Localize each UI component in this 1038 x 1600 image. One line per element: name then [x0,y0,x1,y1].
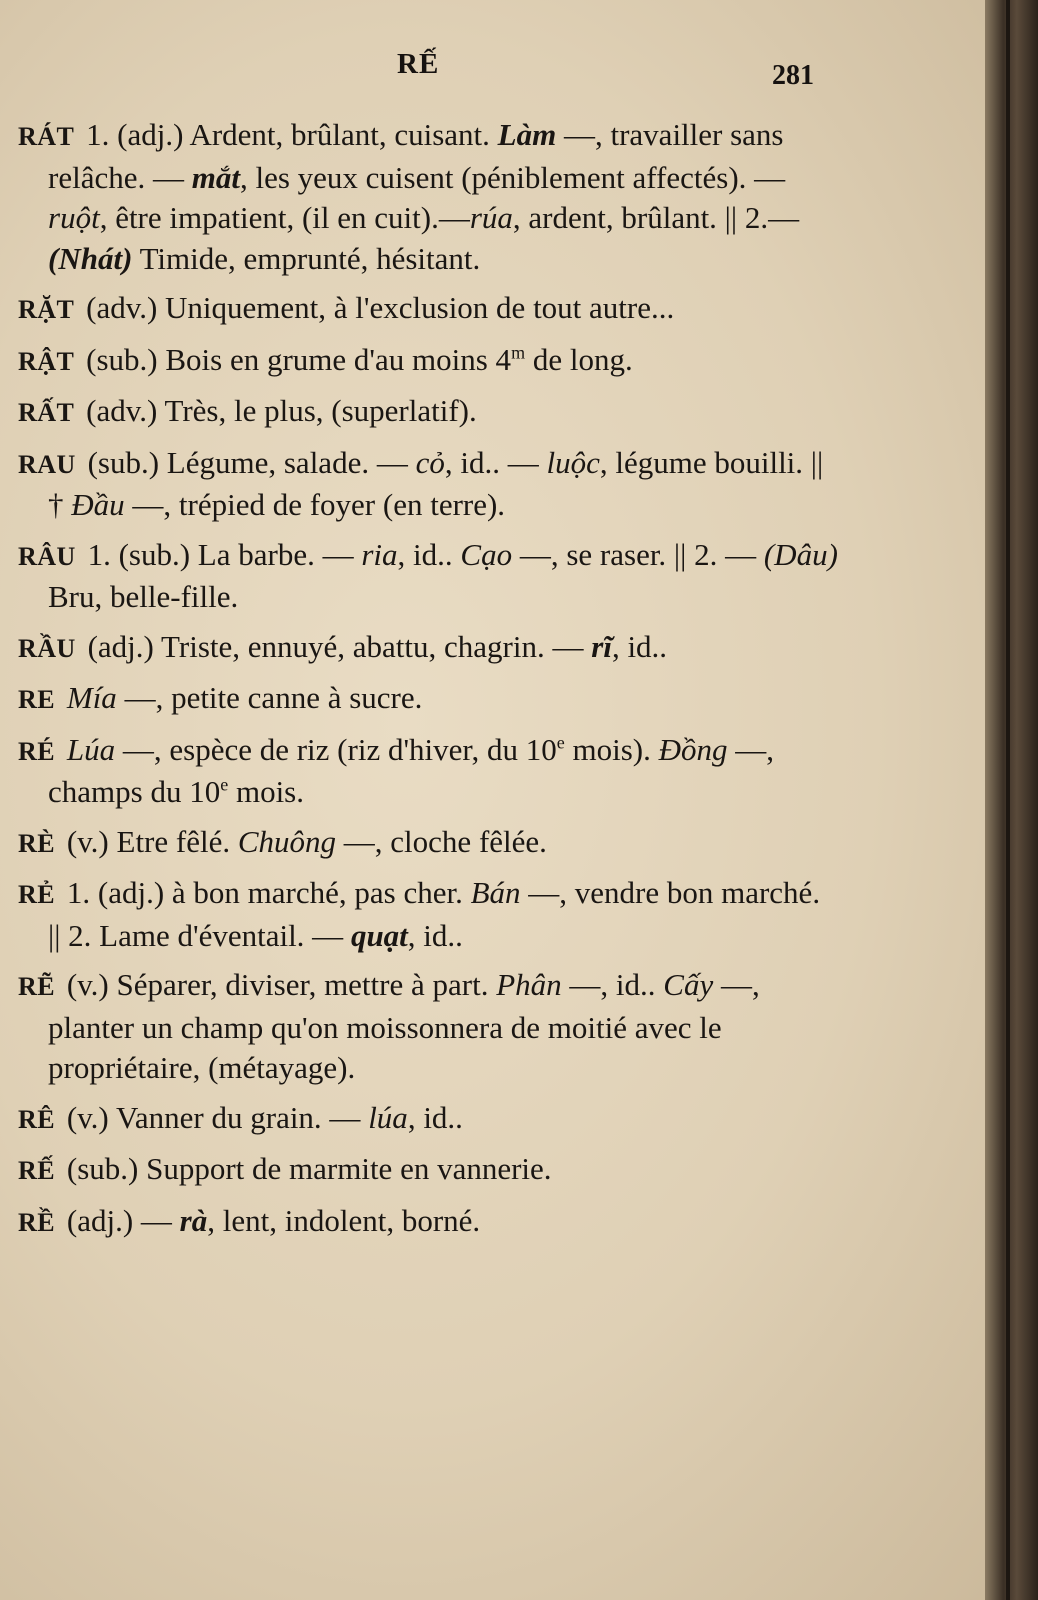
definition-text: mois). [564,731,659,767]
definition-text: —, petite canne à sucre. [116,680,423,715]
dictionary-entry [18,730,840,813]
vietnamese-term: luộc [546,444,600,480]
definition-text: (adj.) — [59,1202,180,1238]
vietnamese-term: mắt [191,159,240,195]
superscript: m [511,342,526,363]
entry-headword: RẤT [18,398,75,427]
dictionary-entry [18,443,840,526]
book-gutter [985,0,1038,1600]
definition-text: Bru, belle-fille. [48,579,239,614]
vietnamese-term: cỏ [415,444,445,480]
definition-text: 1. (adj.) à bon marché, pas cher. [59,875,471,910]
definition-text: (sub.) Légume, salade. — [79,444,416,480]
definition-text: —, planter un champ qu'on moissonnera de moitié avec le propriétaire, (métayage). [48,967,760,1085]
definition-text: —, trépied de foyer (en terre). [124,487,506,522]
vietnamese-term: Chuông [237,823,337,859]
dictionary-entry [18,873,840,956]
definition-text: (adv.) Uniquement, à l'exclusion de tout autre... [78,290,675,325]
vietnamese-term: ruột [48,200,100,235]
definition-text [59,680,67,715]
definition-text: (v.) Séparer, diviser, mettre à part. [59,967,497,1002]
definition-text: —, vendre bon marché. || 2. Lame d'éventail. — [48,875,821,953]
definition-text: , id.. [407,1099,463,1135]
page-edge [1006,0,1010,1600]
entry-headword: RẦU [18,633,76,663]
entry-headword: RAU [18,449,76,479]
definition-text: , ardent, brûlant. || 2.— [512,200,800,235]
dictionary-entry [18,1098,840,1141]
vietnamese-term: rúa [469,200,513,235]
vietnamese-term: rà [179,1202,208,1238]
entry-headword: RÉ [18,736,56,766]
definition-text: —, cloche fêlée. [336,823,547,859]
definition-text: , id.. [407,917,463,953]
vietnamese-term: (Dâu) [763,536,838,572]
vietnamese-term: Làm [497,117,557,152]
definition-text: , id.. — [444,444,547,480]
entry-headword: RÁT [18,122,75,151]
definition-text: (sub.) Support de marmite en vannerie. [59,1151,552,1186]
definition-text: (v.) Vanner du grain. — [59,1099,369,1135]
definition-text: (v.) Etre fêlé. [59,823,238,859]
entry-headword: RẬT [18,346,75,376]
definition-text: —, champs du 10 [48,731,775,809]
dictionary-entry [18,340,840,383]
definition-text: , légume bouilli. || † [48,444,824,522]
vietnamese-term: Phân [496,967,562,1002]
definition-text: , id.. [611,628,668,664]
definition-text: , les yeux cuisent (péniblement affectés). — [239,159,786,195]
vietnamese-term: Mía [66,680,117,715]
vietnamese-term: Cấy [663,967,714,1002]
vietnamese-term: lúa [368,1099,408,1135]
page-number: 281 [772,60,814,91]
entry-headword: RẶT [18,295,75,324]
definition-text: mois. [228,774,304,809]
entry-headword: RẼ [18,972,56,1001]
dictionary-entry [18,115,840,279]
entry-headword: RÂU [18,541,76,571]
dictionary-entry [18,822,840,865]
definition-text [59,732,67,767]
entry-headword: RẾ [18,1156,56,1185]
definition-text: , être impatient, (il en cuit).— [99,200,470,235]
running-head: RẾ [397,48,440,80]
superscript: e [556,732,565,753]
vietnamese-term: (Nhát) [48,240,133,276]
vietnamese-term: ria [361,536,398,572]
definition-text: —, se raser. || 2. — [512,536,764,572]
entry-headword: RỀ [18,1207,56,1237]
entry-headword: RẺ [18,880,56,909]
dictionary-entry [18,1201,840,1244]
dictionary-entry [18,678,840,721]
vietnamese-term: Bán [470,875,521,910]
definition-text: 1. (adj.) Ardent, brûlant, cuisant. [78,117,498,152]
vietnamese-term: rĩ [591,628,612,664]
vietnamese-term: Đầu [71,487,125,522]
entry-headword: RE [18,685,56,714]
definition-text: (adj.) Triste, ennuyé, abattu, chagrin. — [79,628,592,664]
definition-text: , id.. [397,536,461,572]
dictionary-entry [18,288,840,331]
entry-headword: RÈ [18,828,56,858]
dictionary-entry [18,627,840,670]
definition-text: Timide, emprunté, hésitant. [132,240,481,276]
definition-text: —, espèce de riz (riz d'hiver, du 10 [115,731,557,767]
definition-text: (adv.) Très, le plus, (superlatif). [78,393,477,428]
vietnamese-term: Đồng [658,731,728,767]
dictionary-entry [18,965,840,1089]
definition-text: de long. [525,341,633,377]
entry-list [18,115,840,1252]
definition-text: , lent, indolent, borné. [207,1202,481,1238]
definition-text: —, id.. [561,967,664,1002]
vietnamese-term: Lúa [66,731,116,767]
definition-text: 1. (sub.) La barbe. — [79,536,362,572]
definition-text: (sub.) Bois en grume d'au moins 4 [78,341,512,377]
definition-text: —, travailler sans relâche. — [48,117,784,195]
vietnamese-term: quạt [350,917,408,953]
dictionary-entry [18,1149,840,1192]
superscript: e [220,774,229,795]
entry-headword: RÊ [18,1104,56,1134]
dictionary-entry [18,535,840,618]
vietnamese-term: Cạo [460,536,513,572]
dictionary-entry [18,391,840,434]
page-header [0,44,985,94]
